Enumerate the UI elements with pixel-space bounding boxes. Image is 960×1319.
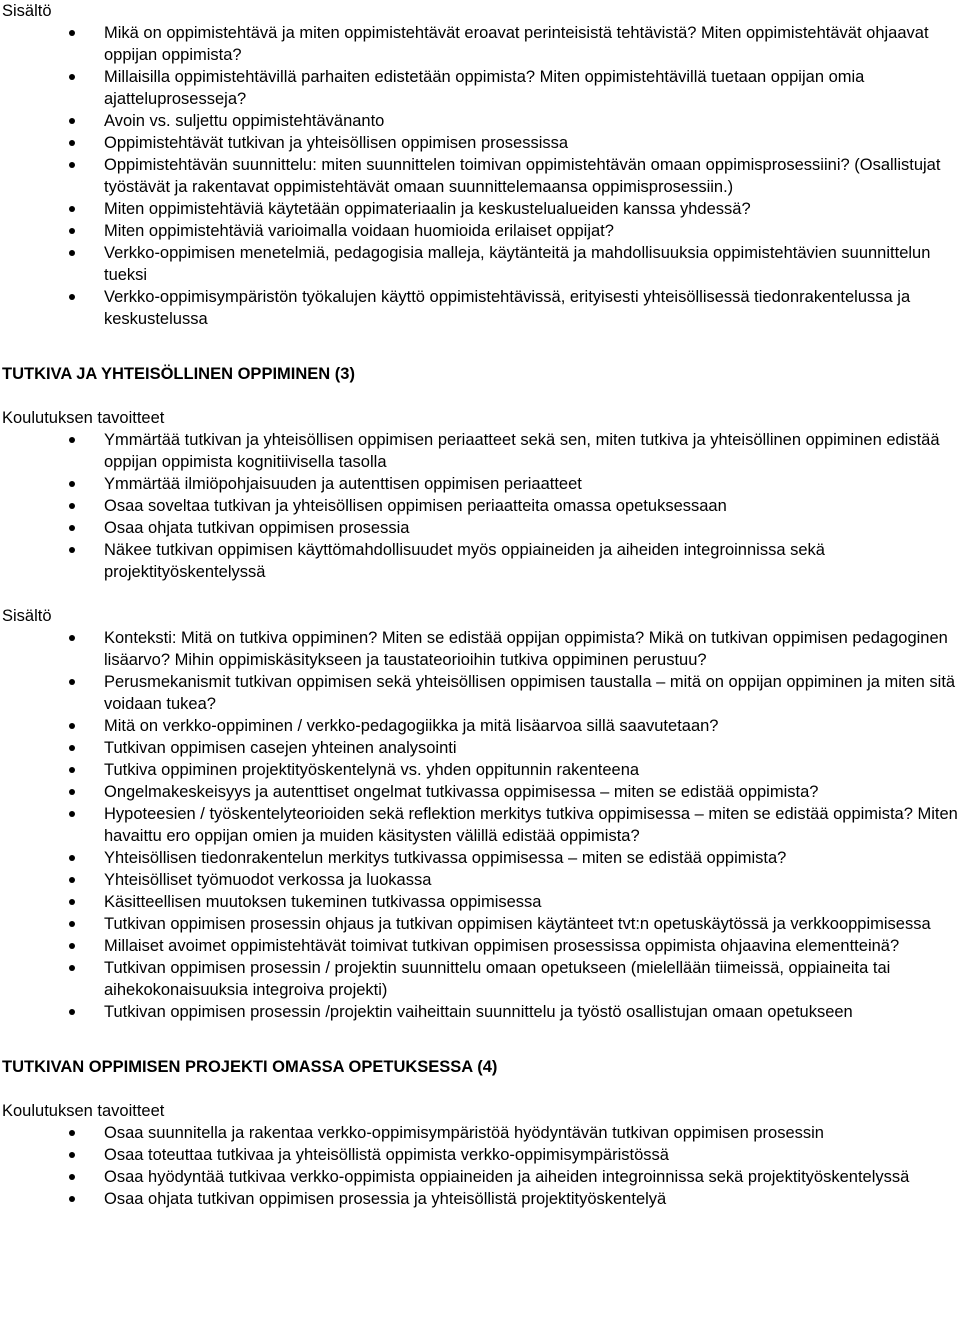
list-item: Ymmärtää ilmiöpohjaisuuden ja autenttisen oppimisen periaatteet — [0, 473, 960, 495]
section1-list — [0, 22, 960, 330]
list-item: Millaiset avoimet oppimistehtävät toimivat tutkivan oppimisen prosessissa oppimista ohjaavina elementteinä? — [0, 935, 960, 957]
list-item: Osaa ohjata tutkivan oppimisen prosessia ja yhteisöllistä projektityöskentelyä — [0, 1188, 960, 1210]
list-item: Avoin vs. suljettu oppimistehtävänanto — [0, 110, 960, 132]
list-item: Ongelmakeskeisyys ja autenttiset ongelmat tutkivassa oppimisessa – miten se edistää oppimista? — [0, 781, 960, 803]
list-item: Mikä on oppimistehtävä ja miten oppimistehtävät eroavat perinteisistä tehtävistä? Miten oppimistehtävät ohjaavat oppijan oppimista? — [0, 22, 960, 66]
list-item: Osaa hyödyntää tutkivaa verkko-oppimista oppiaineiden ja aiheiden integroinnissa sekä projektityöskentelyssä — [0, 1166, 960, 1188]
list-item: Tutkiva oppiminen projektityöskentelynä vs. yhden oppitunnin rakenteena — [0, 759, 960, 781]
list-item: Tutkivan oppimisen prosessin ohjaus ja tutkivan oppimisen käytänteet tvt:n opetuskäytössä ja verkkooppimisessa — [0, 913, 960, 935]
list-item: Osaa soveltaa tutkivan ja yhteisöllisen oppimisen periaatteita omassa opetuksessaan — [0, 495, 960, 517]
section2-heading: TUTKIVA JA YHTEISÖLLINEN OPPIMINEN (3) — [2, 365, 355, 383]
list-item: Mitä on verkko-oppiminen / verkko-pedagogiikka ja mitä lisäarvoa sillä saavutetaan? — [0, 715, 960, 737]
list-item: Oppimistehtävät tutkivan ja yhteisöllisen oppimisen prosessissa — [0, 132, 960, 154]
list-item: Näkee tutkivan oppimisen käyttömahdollisuudet myös oppiaineiden ja aiheiden integroinnissa sekä projektityöskentelyssä — [0, 539, 960, 583]
list-item: Miten oppimistehtäviä käytetään oppimateriaalin ja keskustelualueiden kanssa yhdessä? — [0, 198, 960, 220]
list-item: Tutkivan oppimisen prosessin / projektin suunnittelu omaan opetukseen (mielellään tiimeissä, oppiaineita tai aihekokonaisuuksia integroiva projekti) — [0, 957, 960, 1001]
list-item: Tutkivan oppimisen prosessin /projektin vaiheittain suunnittelu ja työstö osallistujan omaan opetukseen — [0, 1001, 960, 1023]
section1-label: Sisältö — [2, 2, 52, 20]
list-item: Hypoteesien / työskentelyteorioiden sekä reflektion merkitys tutkiva oppimisessa – miten se edistää oppimista? Miten havaittu ero oppijan omien ja muiden käsitysten välillä edistää oppimista? — [0, 803, 960, 847]
list-item: Yhteisöllisen tiedonrakentelun merkitys tutkivassa oppimisessa – miten se edistää oppimista? — [0, 847, 960, 869]
list-item: Verkko-oppimisympäristön työkalujen käyttö oppimistehtävissä, erityisesti yhteisöllisessä tiedonrakentelussa ja keskustelussa — [0, 286, 960, 330]
list-item: Miten oppimistehtäviä varioimalla voidaan huomioida erilaiset oppijat? — [0, 220, 960, 242]
list-item: Käsitteellisen muutoksen tukeminen tutkivassa oppimisessa — [0, 891, 960, 913]
list-item: Oppimistehtävän suunnittelu: miten suunnittelen toimivan oppimistehtävän omaan oppimisprosessiini? (Osallistujat työstävät ja rakentavat oppimistehtävät omaan suunnittelemaansa oppimisprosessiin.) — [0, 154, 960, 198]
list-item: Perusmekanismit tutkivan oppimisen sekä yhteisöllisen oppimisen taustalla – mitä on oppijan oppiminen ja miten sitä voidaan tukea? — [0, 671, 960, 715]
list-item: Millaisilla oppimistehtävillä parhaiten edistetään oppimista? Miten oppimistehtävillä tuetaan oppijan omia ajatteluprosesseja? — [0, 66, 960, 110]
list-item: Ymmärtää tutkivan ja yhteisöllisen oppimisen periaatteet sekä sen, miten tutkiva ja yhteisöllinen oppiminen edistää oppijan oppimista kognitiivisella tasolla — [0, 429, 960, 473]
list-item: Osaa ohjata tutkivan oppimisen prosessia — [0, 517, 960, 539]
list-item: Yhteisölliset työmuodot verkossa ja luokassa — [0, 869, 960, 891]
section2-goals-label: Koulutuksen tavoitteet — [2, 409, 165, 427]
list-item: Osaa suunnitella ja rakentaa verkko-oppimisympäristöä hyödyntävän tutkivan oppimisen prosessin — [0, 1122, 960, 1144]
list-item: Konteksti: Mitä on tutkiva oppiminen? Miten se edistää oppijan oppimista? Mikä on tutkivan oppimisen pedagoginen lisäarvo? Mihin oppimiskäsitykseen ja taustateorioihin tutkiva oppiminen perustuu? — [0, 627, 960, 671]
list-item: Osaa toteuttaa tutkivaa ja yhteisöllistä oppimista verkko-oppimisympäristössä — [0, 1144, 960, 1166]
section3-goals-label: Koulutuksen tavoitteet — [2, 1102, 165, 1120]
section3-heading: TUTKIVAN OPPIMISEN PROJEKTI OMASSA OPETUKSESSA (4) — [2, 1058, 498, 1076]
list-item: Verkko-oppimisen menetelmiä, pedagogisia malleja, käytänteitä ja mahdollisuuksia oppimistehtävien suunnittelun tueksi — [0, 242, 960, 286]
section2-content-label: Sisältö — [2, 607, 52, 625]
list-item: Tutkivan oppimisen casejen yhteinen analysointi — [0, 737, 960, 759]
section2-content-list — [0, 627, 960, 1023]
section3-goals-list — [0, 1122, 960, 1210]
section2-goals-list — [0, 429, 960, 583]
